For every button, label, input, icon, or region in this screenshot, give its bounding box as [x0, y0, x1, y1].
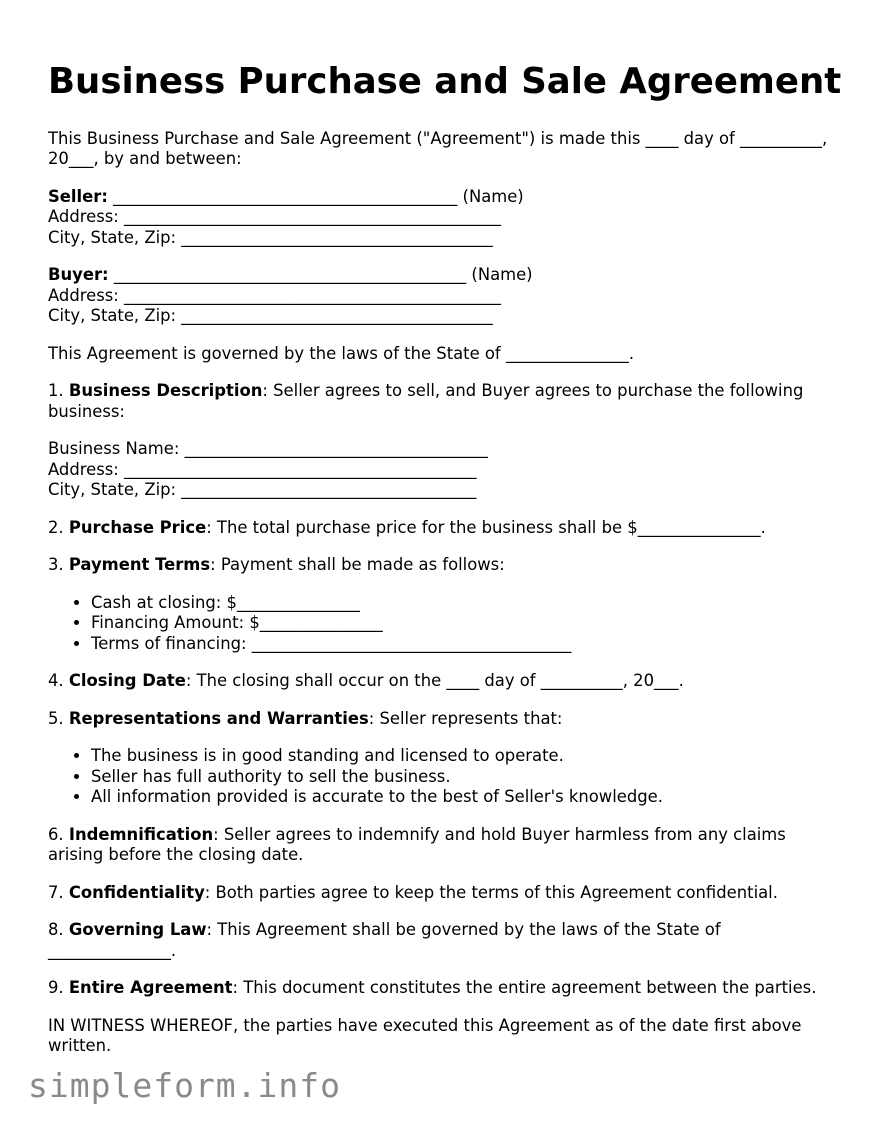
seller-label: Seller:	[48, 186, 108, 206]
buyer-name-line: ___________________________________________ (Name)	[108, 265, 533, 285]
section-2	[48, 518, 838, 539]
section-number: 2.	[48, 517, 69, 537]
section-number: 1.	[48, 381, 69, 401]
warranty-list	[48, 746, 838, 808]
section-text: : Payment shall be made as follows:	[210, 555, 505, 575]
buyer-block	[48, 265, 838, 327]
section-number: 7.	[48, 882, 69, 902]
section-heading: Business Description	[68, 381, 263, 401]
business-block	[48, 439, 838, 501]
business-address-line: Address: ___________________________________________	[48, 459, 477, 479]
section-number: 3.	[48, 555, 69, 575]
payment-list	[48, 593, 838, 655]
section-3	[48, 555, 838, 576]
section-text: : Seller agrees to indemnify and hold Buyer harmless from any claims arising before the closing date.	[48, 824, 786, 865]
section-number: 8.	[48, 920, 69, 940]
section-heading: Confidentiality	[68, 882, 205, 902]
buyer-label: Buyer:	[48, 265, 109, 285]
section-heading: Closing Date	[68, 671, 186, 691]
list-item: • Cash at closing: $_______________	[91, 593, 838, 614]
section-heading: Indemnification	[68, 824, 214, 844]
list-item: • Financing Amount: $_______________	[91, 613, 838, 634]
section-text: : The closing shall occur on the ____ day of __________, 20___.	[185, 671, 684, 691]
governed-paragraph: This Agreement is governed by the laws of the State of _______________.	[48, 343, 635, 363]
section-text: : This Agreement shall be governed by the laws of the State of _______________.	[48, 920, 721, 960]
section-heading: Purchase Price	[68, 517, 207, 537]
section-7	[48, 883, 838, 904]
section-number: 4.	[48, 671, 69, 691]
intro-paragraph: This Business Purchase and Sale Agreement ("Agreement") is made this ____ day of __________, 20___, by and between:	[48, 128, 828, 169]
buyer-city-line: City, State, Zip: ______________________________________	[48, 306, 493, 326]
section-5	[48, 709, 838, 730]
section-number: 9.	[48, 978, 69, 998]
section-4	[48, 671, 838, 692]
business-city-line: City, State, Zip: ____________________________________	[48, 480, 477, 500]
list-item: • The business is in good standing and licensed to operate.	[91, 746, 838, 767]
section-1	[48, 381, 838, 422]
buyer-address-line: Address: ______________________________________________	[48, 285, 501, 305]
section-text: : Seller represents that:	[368, 708, 563, 728]
list-item: • Seller has full authority to sell the business.	[91, 767, 838, 788]
seller-name-line: __________________________________________ (Name)	[107, 186, 524, 206]
section-text: : The total purchase price for the business shall be $_______________.	[206, 517, 766, 537]
business-name-line: Business Name: _____________________________________	[48, 439, 488, 459]
section-text: : This document constitutes the entire agreement between the parties.	[232, 978, 817, 998]
section-text: : Both parties agree to keep the terms of this Agreement confidential.	[204, 882, 778, 902]
section-heading: Payment Terms	[68, 555, 211, 575]
watermark: simpleform.info	[28, 1066, 342, 1105]
list-item: • Terms of financing: _______________________________________	[91, 634, 838, 655]
section-number: 5.	[48, 708, 69, 728]
section-8	[48, 920, 838, 961]
document-title: Business Purchase and Sale Agreement	[48, 61, 842, 102]
witness-paragraph: IN WITNESS WHEREOF, the parties have executed this Agreement as of the date first above written.	[48, 1015, 802, 1056]
document-page	[48, 61, 842, 1074]
seller-city-line: City, State, Zip: ______________________________________	[48, 227, 493, 247]
section-6	[48, 825, 838, 866]
seller-address-line: Address: ______________________________________________	[48, 207, 501, 227]
list-item: • All information provided is accurate to the best of Seller's knowledge.	[91, 787, 838, 808]
section-heading: Governing Law	[68, 920, 207, 940]
section-number: 6.	[48, 824, 69, 844]
seller-block	[48, 187, 838, 249]
section-heading: Representations and Warranties	[68, 708, 369, 728]
section-9	[48, 978, 838, 999]
section-text: : Seller agrees to sell, and Buyer agrees to purchase the following business:	[48, 381, 804, 421]
section-heading: Entire Agreement	[68, 978, 233, 998]
